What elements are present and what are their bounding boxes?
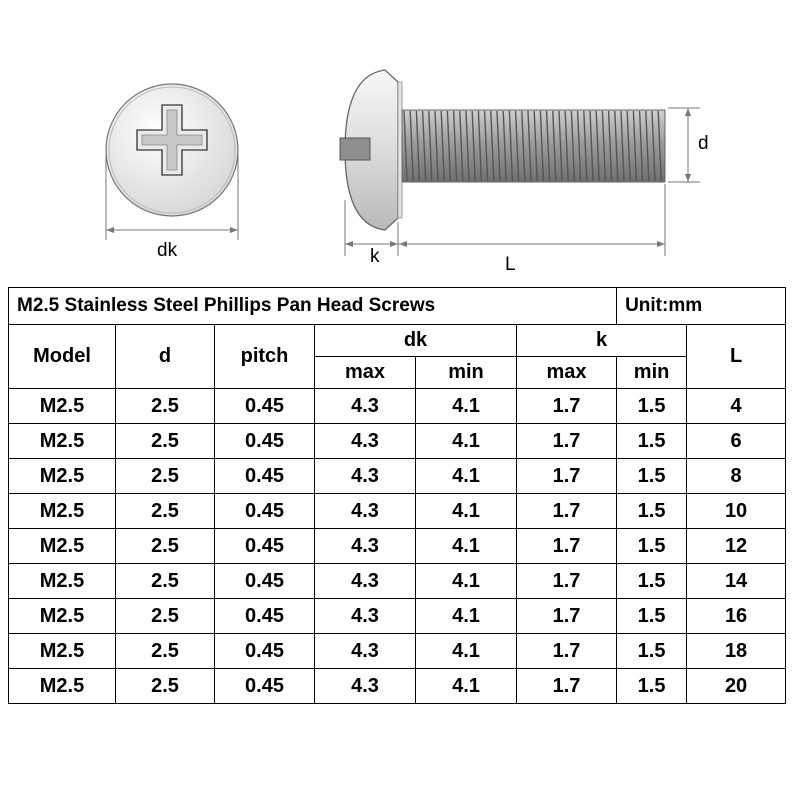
cell-model: M2.5: [9, 634, 116, 669]
cell-pitch: 0.45: [215, 494, 315, 529]
table-row: [9, 424, 786, 459]
cell-model: M2.5: [9, 599, 116, 634]
cell-pitch: 0.45: [215, 389, 315, 424]
cell-L: 12: [687, 529, 786, 564]
cell-k-min: 1.5: [617, 529, 687, 564]
screw-dimension-diagram: [0, 0, 800, 285]
k-label: k: [370, 246, 380, 267]
cell-k-max: 1.7: [517, 529, 617, 564]
cell-dk-min: 4.1: [416, 599, 517, 634]
cell-dk-min: 4.1: [416, 459, 517, 494]
table-row: [9, 494, 786, 529]
cell-dk-max: 4.3: [315, 529, 416, 564]
cell-dk-min: 4.1: [416, 424, 517, 459]
cell-k-min: 1.5: [617, 564, 687, 599]
cell-k-max: 1.7: [517, 564, 617, 599]
cell-pitch: 0.45: [215, 459, 315, 494]
cell-model: M2.5: [9, 389, 116, 424]
table-title: M2.5 Stainless Steel Phillips Pan Head Screws: [9, 288, 617, 325]
cell-L: 4: [687, 389, 786, 424]
head-slot: [340, 138, 370, 160]
cell-d: 2.5: [116, 459, 215, 494]
screw-top-view: [106, 84, 238, 261]
table-row: [9, 564, 786, 599]
cell-k-max: 1.7: [517, 459, 617, 494]
table-row: [9, 634, 786, 669]
cell-d: 2.5: [116, 389, 215, 424]
cell-L: 14: [687, 564, 786, 599]
cell-dk-max: 4.3: [315, 564, 416, 599]
cell-model: M2.5: [9, 669, 116, 704]
header-k-max: max: [517, 357, 617, 389]
cell-pitch: 0.45: [215, 599, 315, 634]
cell-k-max: 1.7: [517, 494, 617, 529]
cell-k-max: 1.7: [517, 389, 617, 424]
header-k-min: min: [617, 357, 687, 389]
cell-model: M2.5: [9, 459, 116, 494]
cell-k-min: 1.5: [617, 494, 687, 529]
cell-k-min: 1.5: [617, 424, 687, 459]
cell-d: 2.5: [116, 634, 215, 669]
cell-dk-min: 4.1: [416, 389, 517, 424]
cell-model: M2.5: [9, 494, 116, 529]
cell-L: 20: [687, 669, 786, 704]
cell-d: 2.5: [116, 669, 215, 704]
cell-pitch: 0.45: [215, 529, 315, 564]
cell-model: M2.5: [9, 529, 116, 564]
cell-d: 2.5: [116, 599, 215, 634]
header-model: Model: [9, 325, 116, 389]
cell-dk-max: 4.3: [315, 494, 416, 529]
cell-L: 18: [687, 634, 786, 669]
cell-d: 2.5: [116, 424, 215, 459]
cell-d: 2.5: [116, 529, 215, 564]
screw-side-view: [340, 70, 709, 275]
table-row: [9, 459, 786, 494]
cell-k-max: 1.7: [517, 634, 617, 669]
screw-spec-table: [8, 287, 786, 704]
cell-dk-min: 4.1: [416, 494, 517, 529]
table-row: [9, 669, 786, 704]
cell-dk-max: 4.3: [315, 459, 416, 494]
cell-k-min: 1.5: [617, 599, 687, 634]
cell-dk-max: 4.3: [315, 424, 416, 459]
cell-dk-max: 4.3: [315, 389, 416, 424]
cell-dk-min: 4.1: [416, 564, 517, 599]
cell-k-min: 1.5: [617, 634, 687, 669]
cell-L: 10: [687, 494, 786, 529]
header-pitch: pitch: [215, 325, 315, 389]
cell-dk-min: 4.1: [416, 634, 517, 669]
header-dk-min: min: [416, 357, 517, 389]
cell-L: 8: [687, 459, 786, 494]
header-dk: dk: [315, 325, 517, 357]
cell-k-min: 1.5: [617, 459, 687, 494]
cell-d: 2.5: [116, 564, 215, 599]
header-d: d: [116, 325, 215, 389]
dk-label: dk: [157, 240, 178, 261]
cell-pitch: 0.45: [215, 564, 315, 599]
cell-d: 2.5: [116, 494, 215, 529]
unit-label: Unit:mm: [617, 288, 786, 325]
cell-model: M2.5: [9, 424, 116, 459]
cell-k-max: 1.7: [517, 599, 617, 634]
cell-k-min: 1.5: [617, 669, 687, 704]
table-row: [9, 389, 786, 424]
cell-pitch: 0.45: [215, 634, 315, 669]
cell-k-max: 1.7: [517, 424, 617, 459]
cell-pitch: 0.45: [215, 669, 315, 704]
header-k: k: [517, 325, 687, 357]
header-L: L: [687, 325, 786, 389]
cell-k-min: 1.5: [617, 389, 687, 424]
cell-L: 6: [687, 424, 786, 459]
d-label: d: [698, 133, 709, 154]
table-row: [9, 529, 786, 564]
header-dk-max: max: [315, 357, 416, 389]
L-label: L: [505, 254, 516, 275]
cell-dk-min: 4.1: [416, 529, 517, 564]
cell-k-max: 1.7: [517, 669, 617, 704]
cell-dk-max: 4.3: [315, 634, 416, 669]
table-row: [9, 599, 786, 634]
cell-model: M2.5: [9, 564, 116, 599]
cell-dk-max: 4.3: [315, 599, 416, 634]
cell-L: 16: [687, 599, 786, 634]
cell-dk-max: 4.3: [315, 669, 416, 704]
cell-pitch: 0.45: [215, 424, 315, 459]
cell-dk-min: 4.1: [416, 669, 517, 704]
